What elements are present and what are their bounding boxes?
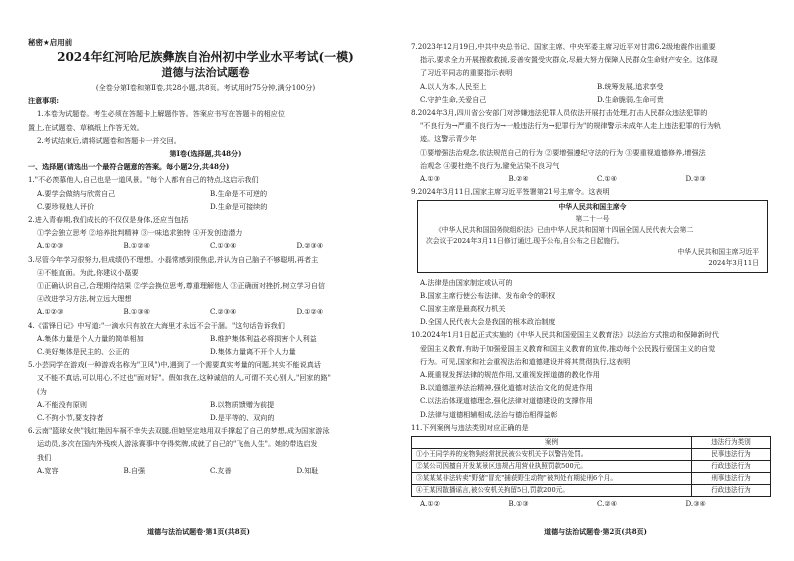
option: C.①④ [597,174,618,184]
order-body: 《中华人民共和国国务院组织法》已由中华人民共和国第十四届全国人民代表大会第二 [435,225,694,234]
question-2-options [28,239,383,252]
exam-title: 2024年红河哈尼族彝族自治州初中学业水平考试(一模) [57,50,354,64]
option: D.生命是可接续的 [210,201,268,211]
question-3: 3.尽管今年学习很努力,但成绩仍不理想。小磊常感到很焦虑,并认为自己脑子不够聪明,再者主 [28,254,319,264]
question-11: 11.下列案例与违法类别对应正确的是 [411,422,529,432]
option: D.集体力量离不开个人力量 [210,347,296,357]
case-cell: ④王某因散播谣言,被公安机关拘留5日,罚款200元。 [412,485,692,497]
case-cell: ①小王同学养的宠物狗经常扰民被公安机关予以警告处罚。 [412,449,692,461]
option: C.②④ [597,499,618,509]
option: A.以人为本,人民至上 [420,81,487,91]
question-5-cont-2: (为 [37,386,47,396]
question-10-cont: 爱国主义教育,有助于加强爱国主义教育和国主义教育的宣传,推动每个公民践行爱国主义的自觉 [420,343,716,353]
question-1-options-cd [28,200,383,213]
presidential-order-box [417,200,768,272]
question-10-option-d: D.法律与道德相辅相成,法治与德治相得益彰 [420,409,558,419]
option: A.宽容 [37,465,59,475]
question-11-options [411,497,774,510]
exam-subtitle: 道德与法治试题卷 [161,66,250,79]
option: B.统筹发展,追求享受 [597,81,664,91]
option: C.守护生命,关爱自己 [420,94,487,104]
question-9-option-d: D.全国人民代表大会是我国的根本政治制度 [420,317,556,327]
option: D.②③ [685,174,706,184]
option: A.要学会做纳与欣赏自己 [37,188,116,198]
order-date: 2024年3月11日 [708,259,759,268]
type-cell: 刑事违法行为 [692,473,771,485]
question-6-cont: 运动员,多次在国内外残疾人游泳赛事中夺得奖牌,成就了自己的"飞鱼人生"。她的带选启发 [37,439,318,449]
option: B.生命是不可逆的 [210,188,268,198]
part-heading: 第Ⅰ卷(选择题,共48分) [169,149,242,159]
option: A.不能没有原则 [37,399,87,409]
option: B.维护集体利益必将损害个人利益 [210,333,317,343]
case-cell: ②某公司因擅自开发某景区违规占用营业执照罚款500元。 [412,461,692,473]
question-8-options [411,172,774,185]
question-5: 5.小芸同学在游戏(一种游戏名称为"卫风")中,遇到了一个需要真实考量的问题,其实不能说真话 [28,360,321,370]
question-3-statements: ①正确认识自己,合理期待结果 ②学会换位思考,尊重理解他人 ③正确面对挫折,树立学习自信 [37,281,325,291]
question-9-option-c: C.国家主席是最高权力机关 [420,304,506,314]
question-2: 2.进入青春期,我们成长的不仅仅是身体,还应当包括 [28,215,189,225]
order-signature: 中华人民共和国主席习近平 [677,248,759,257]
option: C.不拘小节,要支持者 [37,413,104,423]
question-9: 9.2024年3月11日,国家主席习近平签署第21号主席令。这表明 [411,187,610,197]
question-7-cont: 指示,要求全力开展搜救救援,妥善安置受灾群众,尽最大努力保障人民群众生命财产安全。这体现 [420,55,718,65]
exam-info: (全卷分第Ⅰ卷和第Ⅱ卷,共28小题,共8页。考试用时75分钟,满分100分) [95,83,316,92]
question-4-options-cd [28,345,383,358]
note-2: 2.考试结束后,请将试题卷和答题卡一并交回。 [37,135,181,145]
option: A.集体力量是个人力量的简单相加 [37,333,144,343]
question-8: 8.2024年3月,四川省公安部门对涉嫌违法犯罪人员依法开展打击处理,打击人民群众违法犯罪的 [411,108,708,118]
question-10-option-b: B.以道德滋养法治精神,强化道德对法治文化的促进作用 [420,383,593,393]
option: D.②③④ [296,241,324,251]
question-10-option-a: A.既重视发挥法律的规范作用,又重视发挥道德的教化作用 [420,370,600,380]
question-6-options [28,464,383,477]
option: B.②④ [508,174,529,184]
question-8-statements-cont: 治观念 ④要杜绝不良行为,避免沾染不良习气 [420,160,560,170]
option: C.友善 [210,465,232,475]
note-1-cont: 置上,在试题卷、草稿纸上作答无效。 [28,122,144,132]
option: C.要珍视他人评价 [37,201,95,211]
question-9-option-b: B.国家主席行使公布法律、发布命令的职权 [420,290,556,300]
question-6: 6.云南"篮球女侠"钱红艳因车祸不幸失去双腿,但她坚定地用双手撑起了自己的梦想,成为国家游泳 [28,426,330,436]
order-number: 第二十一号 [575,214,610,223]
question-10: 10.2024年1月1日起正式实施的《中华人民共和国爱国主义教育法》以法治方式推动和保障新时代 [411,330,719,340]
type-cell: 行政违法行为 [692,485,771,497]
option: A.①② [420,499,441,509]
question-8-statements: ①要增强法治观念,依法规范自己的行为 ②要增强遵纪守法的行为 ③要重视道德修养,增强法 [420,147,706,157]
option: C.美好集体是民主的、公正的 [37,347,130,357]
question-2-statements: ①学会独立思考 ②培养批判精神 ③一味追求独特 ④开发创造潜力 [37,228,243,238]
option: A.①②③ [37,307,64,317]
question-8-cont: "不良行为→严重不良行为→一般违法行为→犯罪行为"的规律警示未成年人走上违法犯罪的行为轨 [420,121,722,131]
question-1-options-ab [28,187,383,200]
type-cell: 民事违法行为 [692,449,771,461]
question-1: 1."不必羡慕他人,自己也是一道风景。"每个人都有自己的特点,这启示我们 [28,175,259,185]
page-2-footer: 道德与法治试题卷·第2页(共8页) [544,527,647,536]
order-title: 中华人民共和国主席令 [558,203,627,212]
question-10-option-c: C.以法治体现道德理念,强化法律对道德建设的支撑作用 [420,396,593,406]
table-row [412,473,771,485]
question-3-options [28,305,383,318]
option: C.②③④ [210,307,237,317]
question-6-cont-2: 我们 [37,452,52,462]
question-7-options-cd [411,93,774,106]
question-4-options-ab [28,332,383,345]
option: D.生命脆弱,生命可贵 [597,94,664,104]
question-5-cont: 又不能不真话,可以用心,不过也"面对好"。假如我在,这种诚信的人,可谓不关心别人,"回家的路" [37,373,331,383]
option: A.①③ [420,174,441,184]
option: C.①③④ [210,241,237,251]
order-body-cont: 次会议于2024年3月11日修订通过,现予公布,自公布之日起施行。 [426,237,624,246]
question-8-cont-2: 迹。这警示青少年 [420,134,477,144]
question-5-options-cd [28,411,383,424]
option: B.以物质馈赠为前提 [210,399,275,409]
secret-label: 秘密★启用前 [28,38,73,47]
case-cell: ③某某某非法转卖"野猪"冒充"捕获野生动物"被判处有期徒刑6个月。 [412,473,692,485]
question-7-options-ab [411,80,774,93]
table-row [412,485,771,497]
notes-heading: 注意事项: [28,96,59,106]
question-7-cont-2: 了习近平同志的重要指示表明 [420,68,513,78]
option: D.是平等的、双向的 [210,413,275,423]
option: D.①②④ [296,307,324,317]
option: A.①②③ [37,241,64,251]
option: B.自强 [123,465,146,475]
option: B.①②④ [123,241,151,251]
note-1: 1.本卷为试题卷。考生必须在答题卡上解题作答。答案应书写在答题卡的相应位 [37,109,285,119]
question-3-cont: ④不能直面。为此,你建议小磊要 [37,267,139,277]
table-header-type: 违法行为类别 [692,437,771,449]
question-7: 7.2023年12月19日,中共中央总书记、国家主席、中央军委主席习近平对甘肃6.2级地震作出重要 [411,42,716,51]
section-heading: 一、选择题(请选出一个最符合题意的答案。每小题2分,共48分) [28,162,230,172]
table-row [412,449,771,461]
page-2 [397,0,794,561]
table-header-row [412,437,771,449]
question-3-statements-cont: ④改进学习方法,树立远大理想 [37,294,132,304]
question-5-options-ab [28,398,383,411]
option: B.①③④ [123,307,151,317]
type-cell: 行政违法行为 [692,461,771,473]
case-table [411,436,771,497]
table-row [412,461,771,473]
option: D.③④ [685,499,706,509]
table-header-case: 案例 [412,437,692,449]
option: D.知耻 [296,465,319,475]
option: B.①③ [508,499,529,509]
question-10-cont-2: 行为。可见,国家和社会重视法治和道德建设并将其贯彻执行,这表明 [420,356,631,366]
question-4: 4.《雷锋日记》中写道:"一滴水只有放在大海里才永远不会干涸。"这句话告诉我们 [28,320,285,330]
question-9-option-a: A.法律是由国家制定或认可的 [420,277,513,287]
page-1-footer: 道德与法治试题卷·第1页(共8页) [147,527,250,536]
